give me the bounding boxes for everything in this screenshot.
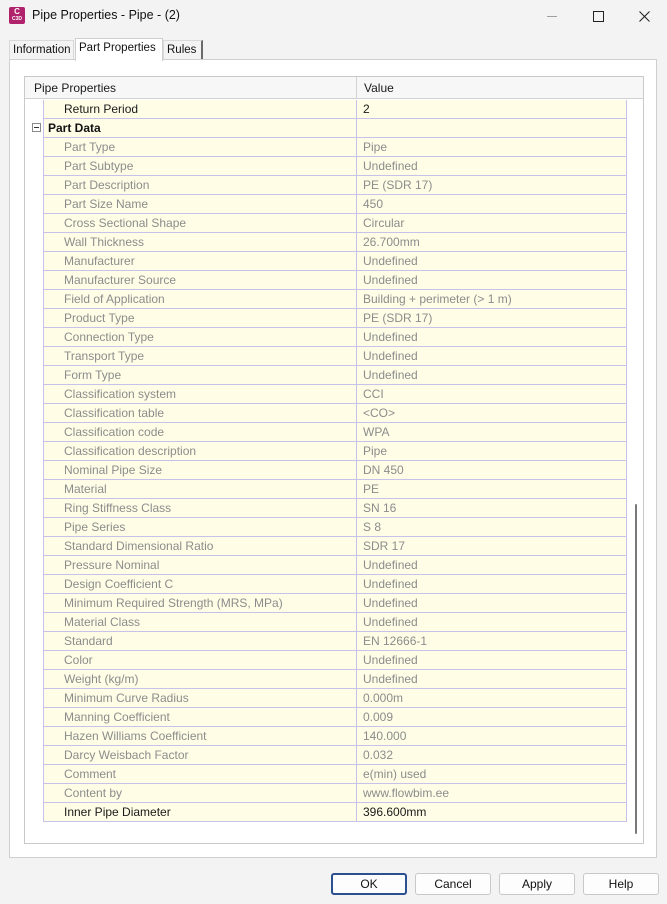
property-value: Circular bbox=[356, 214, 627, 233]
row-gutter bbox=[25, 803, 43, 822]
row-gutter bbox=[25, 537, 43, 556]
property-value: Building + perimeter (> 1 m) bbox=[356, 290, 627, 309]
property-value: CCI bbox=[356, 385, 627, 404]
column-header-value[interactable]: Value bbox=[364, 81, 394, 95]
property-row[interactable] bbox=[25, 461, 629, 480]
property-name: Material bbox=[43, 480, 356, 499]
property-row[interactable] bbox=[25, 746, 629, 765]
property-row[interactable] bbox=[25, 404, 629, 423]
row-gutter bbox=[25, 176, 43, 195]
property-name: Part Subtype bbox=[43, 157, 356, 176]
row-gutter bbox=[25, 347, 43, 366]
property-name: Comment bbox=[43, 765, 356, 784]
tab-panel bbox=[9, 59, 657, 858]
row-gutter bbox=[25, 233, 43, 252]
property-value: Undefined bbox=[356, 670, 627, 689]
vertical-scrollbar[interactable] bbox=[629, 100, 643, 843]
property-value[interactable]: 396.600mm bbox=[356, 803, 627, 822]
property-value: PE bbox=[356, 480, 627, 499]
property-name: Color bbox=[43, 651, 356, 670]
close-icon[interactable] bbox=[621, 0, 667, 32]
property-row[interactable] bbox=[25, 138, 629, 157]
property-value: DN 450 bbox=[356, 461, 627, 480]
property-row[interactable] bbox=[25, 708, 629, 727]
property-row[interactable] bbox=[25, 271, 629, 290]
property-name: Material Class bbox=[43, 613, 356, 632]
property-name: Classification system bbox=[43, 385, 356, 404]
property-value: PE (SDR 17) bbox=[356, 176, 627, 195]
property-value: Undefined bbox=[356, 594, 627, 613]
property-name: Return Period bbox=[43, 100, 356, 119]
property-value: Pipe bbox=[356, 138, 627, 157]
row-gutter bbox=[25, 518, 43, 537]
property-row[interactable] bbox=[25, 100, 629, 119]
property-value: S 8 bbox=[356, 518, 627, 537]
property-name: Manufacturer bbox=[43, 252, 356, 271]
row-gutter bbox=[25, 499, 43, 518]
property-value: SN 16 bbox=[356, 499, 627, 518]
row-gutter bbox=[25, 290, 43, 309]
property-name: Inner Pipe Diameter bbox=[43, 803, 356, 822]
row-gutter bbox=[25, 746, 43, 765]
row-gutter bbox=[25, 651, 43, 670]
row-gutter bbox=[25, 157, 43, 176]
property-row[interactable] bbox=[25, 670, 629, 689]
cancel-button[interactable]: Cancel bbox=[415, 873, 491, 895]
property-name: Minimum Curve Radius bbox=[43, 689, 356, 708]
property-row[interactable] bbox=[25, 803, 629, 822]
property-value: Undefined bbox=[356, 556, 627, 575]
row-gutter bbox=[25, 195, 43, 214]
property-value: Undefined bbox=[356, 271, 627, 290]
collapse-icon[interactable] bbox=[32, 123, 41, 132]
grid-header bbox=[25, 77, 643, 99]
row-gutter bbox=[25, 214, 43, 233]
row-gutter bbox=[25, 594, 43, 613]
row-gutter bbox=[25, 252, 43, 271]
property-value: Undefined bbox=[356, 366, 627, 385]
row-gutter bbox=[25, 575, 43, 594]
property-name: Wall Thickness bbox=[43, 233, 356, 252]
apply-button[interactable]: Apply bbox=[499, 873, 575, 895]
property-name: Manning Coefficient bbox=[43, 708, 356, 727]
property-row[interactable] bbox=[25, 214, 629, 233]
property-row[interactable] bbox=[25, 442, 629, 461]
category-row[interactable] bbox=[25, 119, 629, 138]
column-header-property[interactable]: Pipe Properties bbox=[34, 81, 117, 95]
help-button[interactable]: Help bbox=[583, 873, 659, 895]
property-name: Classification table bbox=[43, 404, 356, 423]
property-value: EN 12666-1 bbox=[356, 632, 627, 651]
property-name: Standard bbox=[43, 632, 356, 651]
property-value: SDR 17 bbox=[356, 537, 627, 556]
property-name: Part Size Name bbox=[43, 195, 356, 214]
property-name: Content by bbox=[43, 784, 356, 803]
property-name: Part Description bbox=[43, 176, 356, 195]
property-row[interactable] bbox=[25, 632, 629, 651]
row-gutter bbox=[25, 632, 43, 651]
maximize-icon[interactable] bbox=[575, 0, 621, 32]
property-value: Undefined bbox=[356, 613, 627, 632]
property-row[interactable] bbox=[25, 157, 629, 176]
property-value: e(min) used bbox=[356, 765, 627, 784]
property-row[interactable] bbox=[25, 290, 629, 309]
property-name: Form Type bbox=[43, 366, 356, 385]
property-row[interactable] bbox=[25, 195, 629, 214]
row-gutter bbox=[25, 309, 43, 328]
property-row[interactable] bbox=[25, 575, 629, 594]
row-gutter bbox=[25, 556, 43, 575]
property-name: Connection Type bbox=[43, 328, 356, 347]
property-value: Undefined bbox=[356, 328, 627, 347]
property-row[interactable] bbox=[25, 328, 629, 347]
property-row[interactable] bbox=[25, 176, 629, 195]
app-icon: C C3D bbox=[9, 7, 25, 24]
row-gutter bbox=[25, 138, 43, 157]
property-name: Standard Dimensional Ratio bbox=[43, 537, 356, 556]
row-gutter bbox=[25, 328, 43, 347]
property-value: 0.000m bbox=[356, 689, 627, 708]
property-row[interactable] bbox=[25, 233, 629, 252]
minimize-icon[interactable] bbox=[529, 0, 575, 32]
row-gutter bbox=[25, 613, 43, 632]
tab-information[interactable]: Information bbox=[9, 40, 74, 60]
property-value: WPA bbox=[356, 423, 627, 442]
property-name: Classification code bbox=[43, 423, 356, 442]
property-row[interactable] bbox=[25, 347, 629, 366]
property-row[interactable] bbox=[25, 556, 629, 575]
row-gutter bbox=[25, 404, 43, 423]
category-label: Part Data bbox=[43, 119, 356, 138]
property-value: Undefined bbox=[356, 347, 627, 366]
property-name: Pressure Nominal bbox=[43, 556, 356, 575]
property-value: Undefined bbox=[356, 651, 627, 670]
property-value: PE (SDR 17) bbox=[356, 309, 627, 328]
category-value-cell bbox=[356, 119, 627, 138]
row-gutter bbox=[25, 119, 43, 138]
row-gutter bbox=[25, 100, 43, 119]
row-gutter bbox=[25, 366, 43, 385]
row-gutter bbox=[25, 442, 43, 461]
property-name: Part Type bbox=[43, 138, 356, 157]
property-row[interactable] bbox=[25, 423, 629, 442]
property-row[interactable] bbox=[25, 727, 629, 746]
property-row[interactable] bbox=[25, 689, 629, 708]
property-value: 0.032 bbox=[356, 746, 627, 765]
property-row[interactable] bbox=[25, 366, 629, 385]
row-gutter bbox=[25, 385, 43, 404]
property-row[interactable] bbox=[25, 385, 629, 404]
property-value: <CO> bbox=[356, 404, 627, 423]
property-name: Minimum Required Strength (MRS, MPa) bbox=[43, 594, 356, 613]
property-name: Hazen Williams Coefficient bbox=[43, 727, 356, 746]
column-divider[interactable] bbox=[356, 77, 357, 99]
property-row[interactable] bbox=[25, 518, 629, 537]
row-gutter bbox=[25, 480, 43, 499]
property-name: Darcy Weisbach Factor bbox=[43, 746, 356, 765]
row-gutter bbox=[25, 708, 43, 727]
property-row[interactable] bbox=[25, 499, 629, 518]
row-gutter bbox=[25, 271, 43, 290]
property-name: Field of Application bbox=[43, 290, 356, 309]
property-value: 450 bbox=[356, 195, 627, 214]
scrollbar-thumb[interactable] bbox=[635, 504, 637, 834]
property-value[interactable]: 2 bbox=[356, 100, 627, 119]
row-gutter bbox=[25, 727, 43, 746]
tab-rules[interactable]: Rules bbox=[163, 40, 203, 60]
row-gutter bbox=[25, 689, 43, 708]
property-value: 26.700mm bbox=[356, 233, 627, 252]
row-gutter bbox=[25, 784, 43, 803]
property-value: Pipe bbox=[356, 442, 627, 461]
property-name: Pipe Series bbox=[43, 518, 356, 537]
property-name: Transport Type bbox=[43, 347, 356, 366]
property-row[interactable] bbox=[25, 784, 629, 803]
title-bar[interactable] bbox=[0, 0, 667, 32]
row-gutter bbox=[25, 765, 43, 784]
row-gutter bbox=[25, 461, 43, 480]
property-name: Weight (kg/m) bbox=[43, 670, 356, 689]
property-name: Product Type bbox=[43, 309, 356, 328]
tab-part-properties[interactable]: Part Properties bbox=[75, 38, 163, 61]
property-row[interactable] bbox=[25, 765, 629, 784]
property-value: Undefined bbox=[356, 575, 627, 594]
property-row[interactable] bbox=[25, 651, 629, 670]
grid-rows bbox=[25, 100, 629, 822]
property-value: Undefined bbox=[356, 157, 627, 176]
property-row[interactable] bbox=[25, 480, 629, 499]
property-row[interactable] bbox=[25, 594, 629, 613]
property-name: Nominal Pipe Size bbox=[43, 461, 356, 480]
window-title: Pipe Properties - Pipe - (2) bbox=[32, 8, 180, 22]
property-name: Cross Sectional Shape bbox=[43, 214, 356, 233]
property-name: Manufacturer Source bbox=[43, 271, 356, 290]
row-gutter bbox=[25, 670, 43, 689]
property-value: 0.009 bbox=[356, 708, 627, 727]
property-value: Undefined bbox=[356, 252, 627, 271]
property-name: Classification description bbox=[43, 442, 356, 461]
property-value: www.flowbim.ee bbox=[356, 784, 627, 803]
property-row[interactable] bbox=[25, 613, 629, 632]
property-grid bbox=[24, 76, 644, 844]
property-name: Ring Stiffness Class bbox=[43, 499, 356, 518]
property-row[interactable] bbox=[25, 537, 629, 556]
property-name: Design Coefficient C bbox=[43, 575, 356, 594]
property-value: 140.000 bbox=[356, 727, 627, 746]
property-row[interactable] bbox=[25, 252, 629, 271]
ok-button[interactable]: OK bbox=[331, 873, 407, 895]
property-row[interactable] bbox=[25, 309, 629, 328]
row-gutter bbox=[25, 423, 43, 442]
